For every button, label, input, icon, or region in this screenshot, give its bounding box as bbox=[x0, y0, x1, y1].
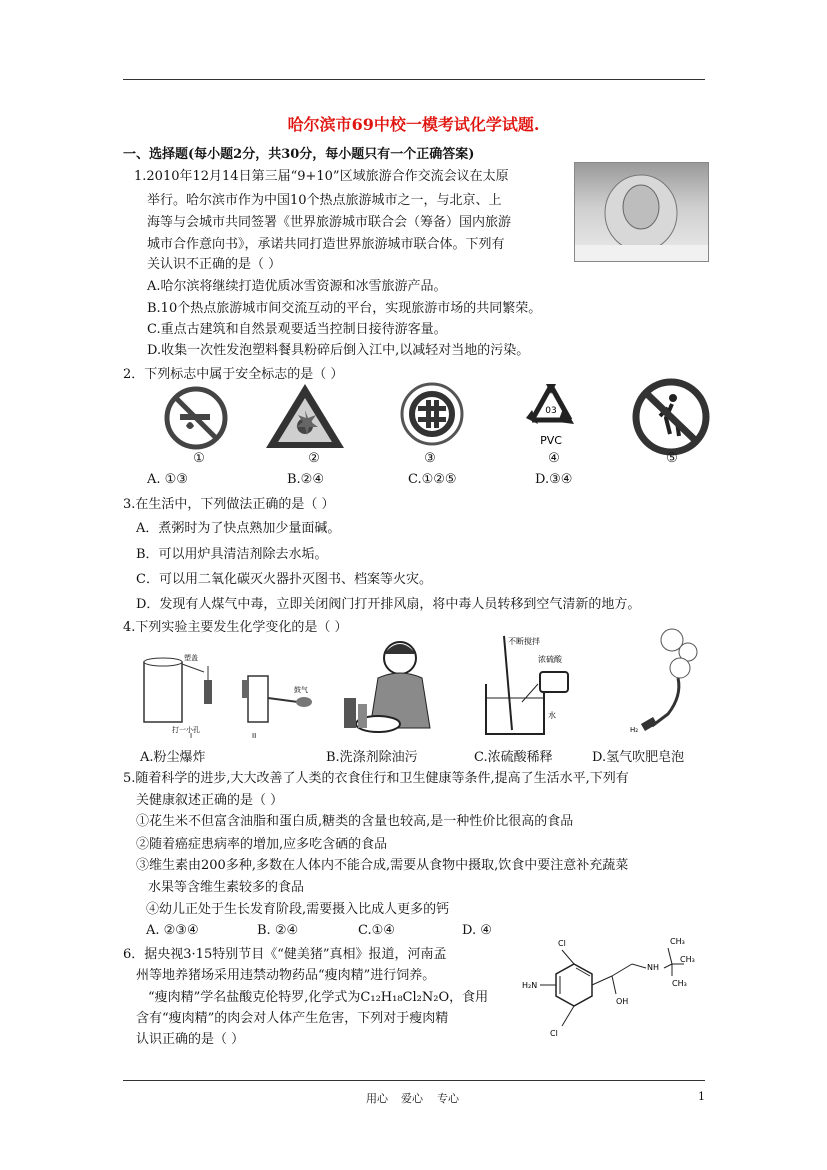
q5-option-b: B. ②④ bbox=[257, 923, 299, 938]
q3-option-c: C．可以用二氧化碳灭火器扑灭图书、档案等火灾。 bbox=[136, 572, 432, 587]
q5-item: ③维生素由200多种,多数在人体内不能合成,需要从食物中摄取,饮食中要注意补充蔬菜 bbox=[136, 858, 629, 873]
q3-stem: 3.在生活中，下列做法正确的是（ ） bbox=[123, 497, 335, 512]
struct-oh: OH bbox=[616, 997, 629, 1006]
q5-option-a: A. ②③④ bbox=[146, 923, 199, 938]
sign-number-1: ① bbox=[193, 451, 205, 466]
q5-line: 5.随着科学的进步,大大改善了人类的衣食住行和卫生健康等条件,提高了生活水平,下列有 bbox=[123, 771, 629, 786]
q2-option-a: A. ①③ bbox=[147, 472, 188, 487]
recycle-code: 03 bbox=[545, 406, 557, 416]
footer-right-text: 专心 bbox=[437, 1092, 459, 1105]
q6-line: 6．据央视3·15特别节目《“健美猪”真相》报道，河南孟 bbox=[123, 947, 447, 962]
q6-line: 认识正确的是（ ） bbox=[136, 1032, 245, 1047]
q3-option-d: D．发现有人煤气中毒，立即关闭阀门打开排风扇，将中毒人员转移到空气清新的地方。 bbox=[136, 597, 641, 612]
water-label: 水 bbox=[548, 711, 556, 720]
clenbuterol-structure-diagram bbox=[520, 932, 700, 1048]
q5-line: 关健康叙述正确的是（ ） bbox=[136, 793, 284, 808]
dust-explosion-figure bbox=[138, 650, 326, 740]
q2-option-d: D.③④ bbox=[535, 472, 573, 487]
q1-line: 关认识不正确的是（ ） bbox=[147, 257, 282, 272]
q4-option-b: B.洗涤剂除油污 bbox=[326, 750, 418, 765]
q6-line: 州等地养猪场采用违禁动物药品“瘦肉精”进行饲养。 bbox=[136, 968, 436, 983]
hole-label: 打一小孔 bbox=[172, 726, 200, 734]
sign-number-3: ③ bbox=[424, 451, 436, 466]
q5-option-d: D. ④ bbox=[462, 923, 492, 938]
q1-line: 1.2010年12月14日第三届“9+10”区域旅游合作交流会议在太原 bbox=[134, 169, 509, 184]
q4-option-c: C.浓硫酸稀释 bbox=[474, 750, 553, 765]
struct-cl-bottom: Cl bbox=[550, 1029, 558, 1038]
q2-option-c: C.①②⑤ bbox=[408, 472, 457, 487]
q1-option-a: A.哈尔滨将继续打造优质冰雪资源和冰雪旅游产品。 bbox=[147, 279, 447, 294]
q5-option-c: C.①④ bbox=[358, 923, 395, 938]
q4-stem: 4.下列实验主要发生化学变化的是（ ） bbox=[123, 620, 348, 635]
page-title: 哈尔滨市69中校一模考试化学试题. bbox=[287, 115, 540, 134]
footer-rule bbox=[123, 1080, 705, 1081]
q5-item: ④幼儿正处于生长发育阶段,需要摄入比成人更多的钙 bbox=[146, 902, 450, 917]
pvc-recycling-symbol-icon bbox=[510, 380, 592, 452]
explosive-warning-sign-icon bbox=[262, 380, 348, 452]
struct-nh: NH bbox=[647, 963, 659, 972]
sign-number-5: ⑤ bbox=[666, 451, 678, 466]
acid-dilution-figure bbox=[478, 632, 588, 740]
footer-mid-text: 爱心 bbox=[401, 1092, 423, 1105]
ice-sculpture-photo bbox=[574, 162, 709, 262]
struct-ch3-b: CH₃ bbox=[680, 955, 695, 964]
stir-label: 不断搅拌 bbox=[508, 637, 540, 646]
fig-i-label: I bbox=[190, 732, 193, 740]
q1-line: 城市合作意向书》，承诺共同打造世界旅游城市联合体。下列有 bbox=[147, 237, 505, 252]
lid-label: 塑盖 bbox=[184, 654, 198, 662]
struct-ch3-a: CH₃ bbox=[670, 937, 685, 946]
q1-option-d: D.收集一次性发泡塑料餐具粉碎后倒入江中,以减轻对当地的污染。 bbox=[147, 343, 530, 358]
struct-ch3-c: CH₃ bbox=[672, 979, 687, 988]
q4-option-d: D.氢气吹肥皂泡 bbox=[592, 750, 685, 765]
q1-option-c: C.重点古建筑和自然景观要适当控制日接待游客量。 bbox=[147, 322, 447, 337]
q3-option-b: B．可以用炉具清洁剂除去水垢。 bbox=[136, 547, 328, 562]
gas-label: 鼓气 bbox=[294, 686, 308, 694]
section-heading: 一、选择题(每小题2分，共30分，每小题只有一个正确答案) bbox=[123, 147, 475, 162]
q6-line: “瘦肉精”学名盐酸克伦特罗,化学式为C₁₂H₁₈Cl₂N₂O，食用 bbox=[148, 990, 489, 1005]
q5-item: 水果等含维生素较多的食品 bbox=[148, 880, 305, 895]
q2-option-b: B.②④ bbox=[287, 472, 324, 487]
hydrogen-bubble-figure bbox=[628, 626, 708, 738]
q3-option-a: A．煮粥时为了快点熟加少量面碱。 bbox=[136, 521, 341, 536]
h2-label: H₂ bbox=[630, 726, 639, 734]
q1-option-b: B.10个热点旅游城市间交流互动的平台，实现旅游市场的共同繁荣。 bbox=[147, 301, 542, 316]
struct-cl-top: Cl bbox=[558, 939, 566, 948]
header-rule bbox=[123, 79, 705, 80]
recycle-label: PVC bbox=[540, 434, 562, 447]
q4-option-a: A.粉尘爆炸 bbox=[140, 750, 206, 765]
sign-number-2: ② bbox=[308, 451, 320, 466]
no-smoking-sign-icon bbox=[164, 386, 228, 450]
q5-item: ①花生米不但富含油脂和蛋白质,糖类的含量也较高,是一种性价比很高的食品 bbox=[136, 814, 574, 829]
sign-number-4: ④ bbox=[548, 451, 560, 466]
q6-line: 含有“瘦肉精”的肉会对人体产生危害，下列对于瘦肉精 bbox=[136, 1011, 449, 1026]
page-number: 1 bbox=[698, 1090, 705, 1103]
q5-item: ②随着癌症患病率的增加,应多吃含硒的食品 bbox=[136, 837, 388, 852]
q1-line: 举行。哈尔滨市作为中国10个热点旅游城市之一，与北京、上 bbox=[147, 193, 502, 208]
footer-left-text: 用心 bbox=[366, 1092, 388, 1105]
energy-conservation-certification-icon bbox=[386, 380, 478, 448]
acid-label: 浓硫酸 bbox=[538, 655, 562, 664]
q2-stem: 2．下列标志中属于安全标志的是（ ） bbox=[123, 367, 344, 382]
struct-nh2: H₂N bbox=[522, 981, 538, 990]
dishwashing-person-figure bbox=[338, 634, 444, 742]
fig-ii-label: II bbox=[252, 732, 257, 740]
no-pedestrian-sign-icon bbox=[628, 378, 714, 456]
q1-line: 海等与会城市共同签署《世界旅游城市联合会（筹备）国内旅游 bbox=[147, 215, 512, 230]
